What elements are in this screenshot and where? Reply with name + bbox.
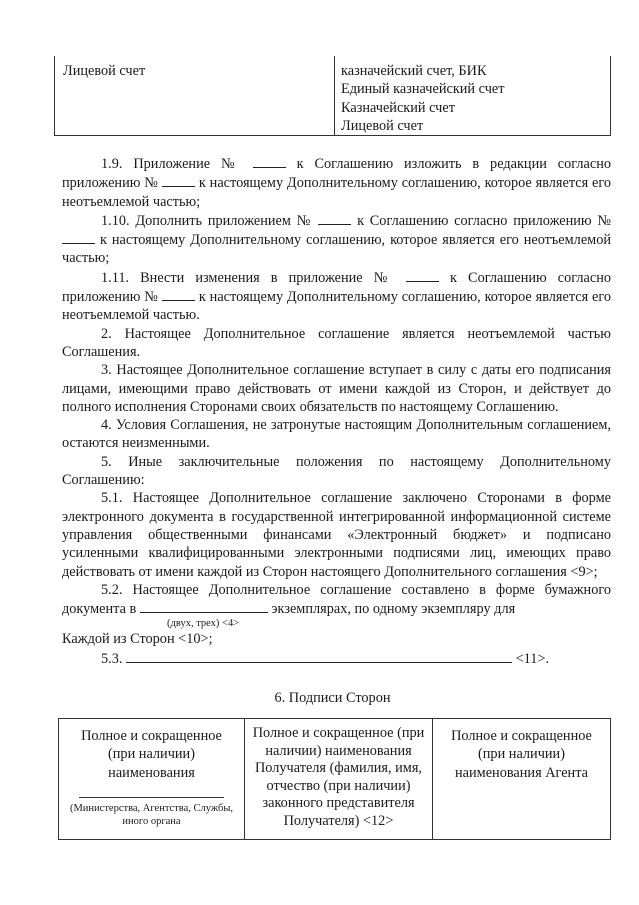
clause-2: 2. Настоящее Дополнительное соглашение является неотъемлемой частью Соглашения. — [62, 325, 611, 360]
blank-field — [162, 173, 195, 187]
signature-col-agent-title: Полное и сокращенное (при наличии) наименования Агента — [451, 728, 592, 781]
details-table — [54, 56, 611, 136]
signature-col-agent — [433, 719, 610, 839]
details-right-line: казначейский счет, БИК — [341, 63, 487, 79]
clause-5-1: 5.1. Настоящее Дополнительное соглашение заключено Сторонами в форме электронного документа в государственной интегрированной информационной системе управления общественными финансами «Электронный бюджет» и подписано усиленными квалифицированными электронными подписями лиц, имеющих право действовать от имени каждой из Сторон настоящего Дополнительного соглашения <9>; — [62, 490, 611, 580]
signature-line — [79, 797, 224, 798]
details-right-line: Единый казначейский счет — [341, 81, 505, 98]
agreement-body — [62, 154, 611, 668]
clause-1-11-part-b: к Соглашению согласно приложению № — [62, 269, 611, 306]
clause-1-10-part-b: к Соглашению согласно приложению № — [357, 212, 611, 229]
clause-1-9-part-b: к Соглашению изложить в редакции согласно приложению № — [62, 156, 612, 192]
clause-1-9-part-a: 1.9. Приложение № — [101, 156, 242, 172]
blank-field — [62, 230, 95, 244]
signatures-table — [58, 718, 611, 840]
clause-1-9 — [62, 154, 611, 211]
signature-col-ministry-note: (Министерства, Агентства, Службы, иного органа — [69, 803, 234, 827]
signature-col-ministry-title: Полное и сокращенное (при наличии) наименования — [81, 728, 222, 781]
blank-field — [406, 268, 439, 282]
clause-5-2 — [62, 581, 611, 619]
blank-field — [162, 287, 195, 301]
clause-1-11-part-c: к настоящему Дополнительному соглашению, которое является его неотъемлемой частью. — [62, 289, 612, 324]
section-6-title: 6. Подписи Сторон — [274, 690, 391, 706]
clause-5: 5. Иные заключительные положения по настоящему Дополнительному Соглашению: — [62, 453, 611, 489]
clause-1-10 — [62, 211, 611, 268]
copies-blank-field — [140, 599, 268, 613]
clause-5-2-part-a: 5.2. Настоящее Дополнительное соглашение составлено в форме бумажного документа в — [62, 581, 611, 618]
clause-1-9-part-c: к настоящему Дополнительному соглашению, которое является его неотъемлемой частью; — [62, 175, 612, 210]
details-right-cell — [335, 56, 610, 135]
blank-field — [318, 211, 351, 225]
details-right-line: Лицевой счет — [341, 117, 424, 134]
clause-1-11-part-a: 1.11. Внести изменения в приложение № — [101, 269, 395, 286]
clause-3: 3. Настоящее Дополнительное соглашение вступает в силу с даты его подписания лицами, имеющими право действовать от имени каждой из Сторон, и действует до полного исполнения Сторонами своих обязательств по настоящему Соглашению. — [62, 362, 611, 415]
signature-col-recipient-title: Полное и сокращенное (при наличии) наименования Получателя (фамилия, имя, отчество (при наличии) законного представителя Получателя) <12> — [252, 725, 425, 829]
clause-5-2-part-b: экземплярах, по одному экземпляру для — [271, 601, 516, 618]
clause-4: 4. Условия Соглашения, не затронутые настоящим Дополнительным соглашением, остаются неизменными. — [62, 417, 611, 452]
clause-5-3-number: 5.3. — [101, 650, 123, 667]
blank-field — [253, 154, 286, 168]
details-right-line: Казначейский счет — [341, 99, 455, 116]
clause-1-10-part-a: 1.10. Дополнить приложением № — [101, 212, 313, 229]
blank-field — [126, 649, 512, 663]
copies-hint: (двух, трех) <4> — [167, 618, 240, 630]
signature-col-recipient — [245, 719, 433, 839]
signature-col-ministry — [59, 719, 245, 839]
clause-5-3 — [62, 649, 611, 668]
clause-5-3-footnote: <11>. — [515, 650, 550, 667]
clause-5-2-ending: Каждой из Сторон <10>; — [62, 631, 213, 648]
clause-1-11 — [62, 268, 611, 325]
clause-1-10-part-c: к настоящему Дополнительному соглашению, которое является его неотъемлемой частью; — [62, 232, 612, 267]
details-left-cell: Лицевой счет — [55, 56, 335, 135]
